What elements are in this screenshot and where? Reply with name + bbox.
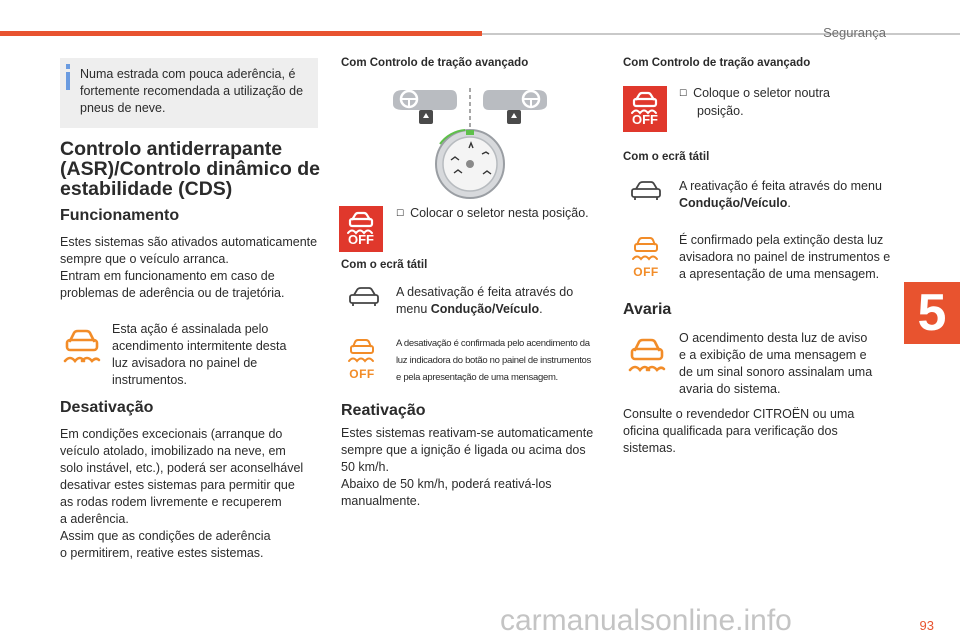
reativacao-text: Estes sistemas reativam-se automaticamente sempre que a ignição é ligada ou acima dos 50 km/h. Abaixo de 50 km/h, poderá reativá-los manualmente. bbox=[341, 426, 594, 508]
esp-off-label: OFF bbox=[348, 232, 374, 247]
col3-confirm-text: É confirmado pela extinção desta luz avisadora no painel de instrumentos e a apresentação de uma mensagem. bbox=[679, 233, 891, 281]
col2-advanced-heading: Com Controlo de tração avançado bbox=[341, 57, 529, 69]
header-accent-bar bbox=[0, 31, 482, 36]
heading-desativacao: Desativação bbox=[60, 399, 154, 416]
col3-touch-heading: Com o ecrã tátil bbox=[623, 151, 710, 163]
page-title: Controlo antiderrapante (ASR)/Controlo dinâmico de estabilidade (CDS) bbox=[60, 138, 320, 200]
skid-fault-icon bbox=[627, 336, 667, 374]
avaria-text: Consulte o revendedor CITROËN ou uma oficina qualificada para verificação dos sistemas. bbox=[623, 407, 855, 455]
info-icon bbox=[64, 64, 72, 90]
car-outline-icon-2 bbox=[630, 181, 662, 201]
page-number: 93 bbox=[919, 618, 934, 633]
col3-selector-instruction: ☐ Coloque o seletor noutra posição. bbox=[679, 86, 830, 118]
col2-confirm-text: A desativação é confirmada pelo acendimento da luz indicadora do botão no painel de instrumentos e pela apresentação de uma mensagem. bbox=[396, 338, 591, 383]
heading-avaria: Avaria bbox=[623, 301, 672, 318]
esp-off-label-2: OFF bbox=[632, 112, 658, 127]
selector-diagram bbox=[385, 84, 555, 202]
skid-warning-icon bbox=[62, 327, 102, 365]
col2-selector-instruction: ☐ Colocar o seletor nesta posição. bbox=[396, 206, 589, 220]
col3-menu-text: A reativação é feita através do menu Condução/Veículo. bbox=[679, 179, 882, 210]
heading-reativacao: Reativação bbox=[341, 402, 426, 419]
header-rule bbox=[482, 33, 960, 35]
funcionamento-indicator-text: Esta ação é assinalada pelo acendimento intermitente desta luz avisadora no painel de instrumentos. bbox=[112, 322, 287, 387]
watermark: carmanualsonline.info bbox=[500, 604, 792, 637]
section-label: Segurança bbox=[823, 25, 886, 40]
info-note-text: Numa estrada com pouca aderência, é fortemente recomendada a utilização de pneus de neve. bbox=[80, 67, 304, 115]
car-outline-icon bbox=[348, 287, 380, 307]
col3-advanced-heading: Com Controlo de tração avançado bbox=[623, 57, 811, 69]
heading-funcionamento: Funcionamento bbox=[60, 207, 180, 224]
avaria-indicator-text: O acendimento desta luz de aviso e a exibição de uma mensagem e de um sinal sonoro assinalam uma avaria do sistema. bbox=[679, 331, 873, 396]
chapter-tab[interactable]: 5 bbox=[904, 282, 960, 344]
col2-menu-text: A desativação é feita através do menu Condução/Veículo. bbox=[396, 285, 574, 316]
checkbox-bullet-icon-2: ☐ bbox=[679, 89, 688, 99]
col2-touch-heading: Com o ecrã tátil bbox=[341, 259, 428, 271]
skid-off-label-2: OFF bbox=[633, 265, 659, 279]
funcionamento-text: Estes sistemas são ativados automaticamente sempre que o veículo arranca. Entram em funcionamento em caso de problemas de aderência ou de trajetória. bbox=[60, 235, 318, 300]
checkbox-bullet-icon: ☐ bbox=[396, 209, 405, 219]
skid-off-label: OFF bbox=[349, 367, 375, 381]
desativacao-text: Em condições excecionais (arranque do veículo atolado, imobilizado na neve, em solo instável, etc.), poderá ser aconselhável desativar estes sistemas para permitir que as rodas rodem livremente e recuperem a aderência. Assim que as condições de aderência o permitirem, reative estes sistemas. bbox=[60, 427, 304, 560]
